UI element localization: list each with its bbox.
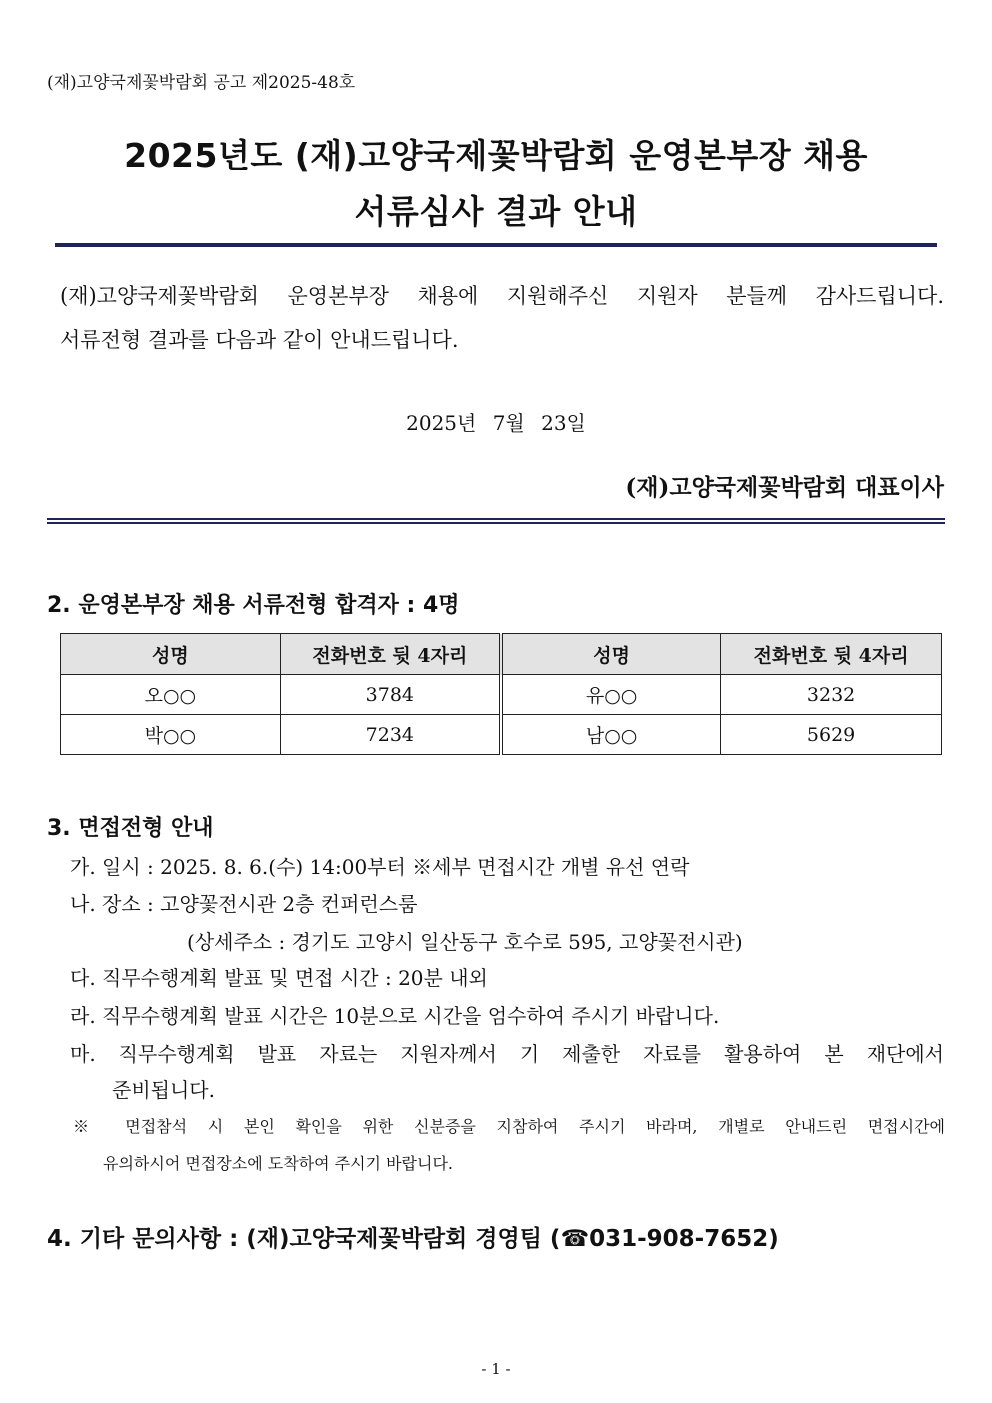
table-row: [61, 715, 942, 755]
interview-duration: 다. 직무수행계획 발표 및 면접 시간 : 20분 내외: [70, 966, 488, 990]
presentation-time-rule: 라. 직무수행계획 발표 시간은 10분으로 시간을 엄수하여 주시기 바랍니다.: [70, 1004, 720, 1028]
table-header-row: [61, 634, 942, 675]
col-name: 성명: [61, 634, 281, 675]
interview-schedule: 가. 일시 : 2025. 8. 6.(수) 14:00부터 ※세부 면접시간 개별 유선 연락: [70, 855, 690, 879]
cell-name: 남○○: [501, 715, 721, 755]
section4-contact: 4. 기타 문의사항 : (재)고양국제꽃박람회 경영팀 (☎031-908-7652): [47, 1226, 779, 1252]
intro-line2: 서류전형 결과를 다음과 같이 안내드립니다.: [60, 328, 459, 352]
title-divider: [55, 243, 937, 247]
presentation-material-cont: 준비됩니다.: [112, 1078, 215, 1102]
col-name: 성명: [501, 634, 721, 675]
signer: (재)고양국제꽃박람회 대표이사: [625, 474, 944, 501]
presentation-material: 마. 직무수행계획 발표 자료는 지원자께서 기 제출한 자료를 활용하여 본 재단에서: [70, 1042, 944, 1066]
interview-location: 나. 장소 : 고양꽃전시관 2층 컨퍼런스룸: [70, 892, 418, 916]
col-phone: 전화번호 뒷 4자리: [721, 634, 942, 675]
document-title-line1: 2025년도 (재)고양국제꽃박람회 운영본부장 채용: [124, 136, 868, 175]
announcement-date: 2025년 7월 23일: [406, 411, 586, 435]
id-notice-line1: ※ 면접참석 시 본인 확인을 위한 신분증을 지참하여 주시기 바라며, 개별로 안내드린 면접시간에: [73, 1117, 945, 1136]
section2-heading: 2. 운영본부장 채용 서류전형 합격자 : 4명: [47, 593, 460, 618]
cell-phone: 5629: [721, 715, 942, 755]
table-row: [61, 675, 942, 715]
page-number: - 1 -: [481, 1360, 511, 1378]
id-notice-line2: 유의하시어 면접장소에 도착하여 주시기 바랍니다.: [103, 1154, 454, 1173]
cell-name: 유○○: [501, 675, 721, 715]
cell-phone: 3232: [721, 675, 942, 715]
cell-name: 오○○: [61, 675, 281, 715]
notice-number: (재)고양국제꽃박람회 공고 제2025-48호: [47, 73, 356, 93]
pass-list-table: [60, 633, 942, 755]
col-phone: 전화번호 뒷 4자리: [280, 634, 501, 675]
document-title-line2: 서류심사 결과 안내: [354, 192, 638, 231]
cell-phone: 7234: [280, 715, 501, 755]
intro-line1: (재)고양국제꽃박람회 운영본부장 채용에 지원해주신 지원자 분들께 감사드립니다.: [60, 284, 944, 308]
cell-name: 박○○: [61, 715, 281, 755]
header-divider: [47, 518, 945, 524]
section3-heading: 3. 면접전형 안내: [47, 816, 214, 841]
cell-phone: 3784: [280, 675, 501, 715]
interview-address: (상세주소 : 경기도 고양시 일산동구 호수로 595, 고양꽃전시관): [187, 930, 743, 954]
